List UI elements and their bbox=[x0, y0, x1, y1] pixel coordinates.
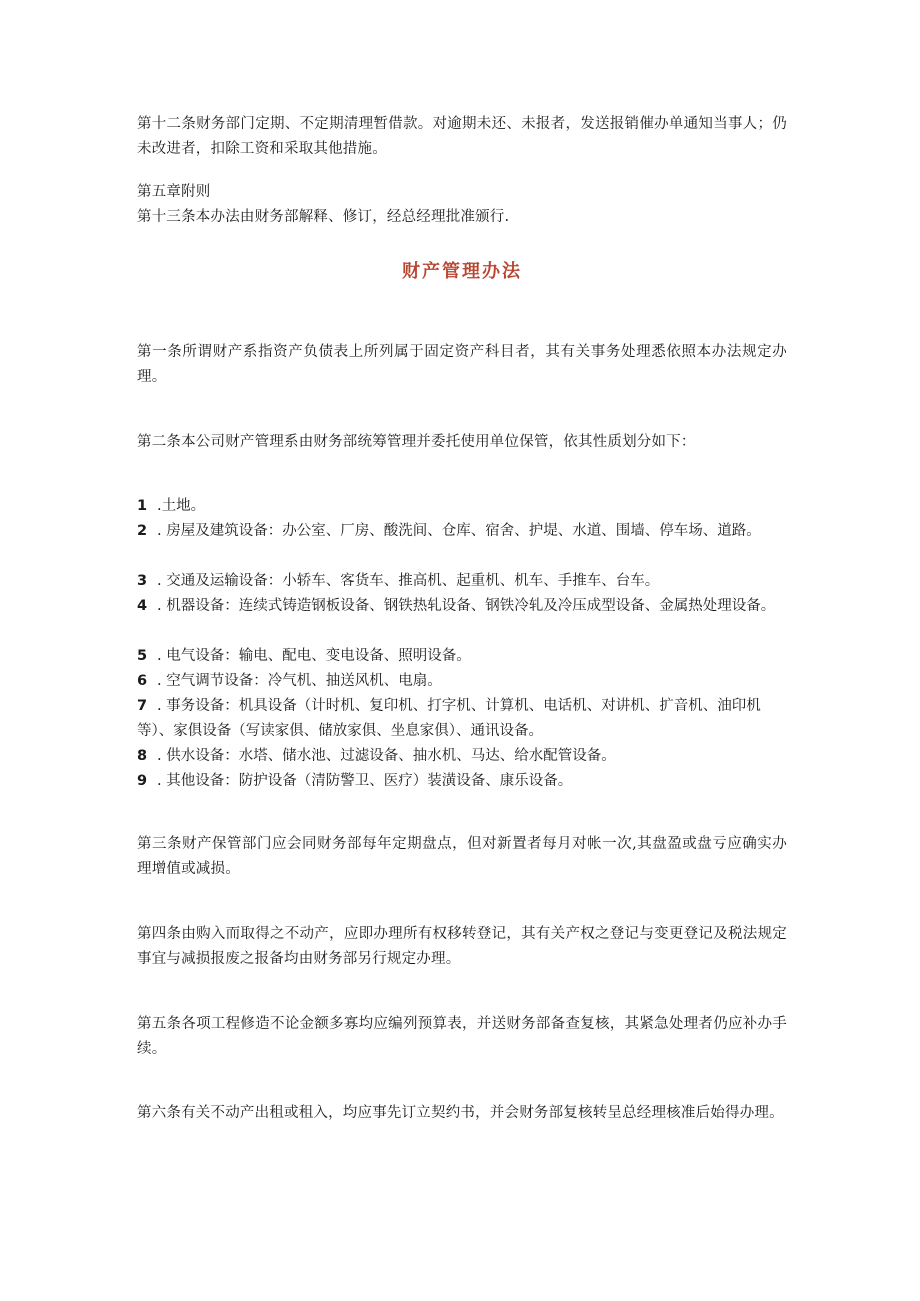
article-6: 第六条有关不动产出租或租入，均应事先订立契约书，并会财务部复核转呈总经理核准后始得办理。 bbox=[137, 1105, 784, 1121]
list-item bbox=[137, 669, 787, 694]
article-12: 第十二条财务部门定期、不定期清理暂借款。对逾期未还、未报者，发送报销催办单通知当事人；仍未改进者，扣除工资和采取其他措施。 bbox=[137, 116, 787, 157]
article-3: 第三条财产保管部门应会同财务部每年定期盘点，但对新置者每月对帐一次,其盘盈或盘亏应确实办理增值或减损。 bbox=[137, 836, 787, 877]
list-item bbox=[137, 494, 787, 519]
item-text: .土地。 bbox=[157, 498, 206, 514]
item-number: 4 bbox=[137, 598, 148, 614]
item-number: 8 bbox=[137, 748, 148, 764]
item-text: . 事务设备：机具设备（计时机、复印机、打字机、计算机、电话机、对讲机、扩音机、油印机等）、家俱设备（写读家俱、储放家俱、坐息家俱）、通讯设备。 bbox=[137, 698, 761, 739]
article-5: 第五条各项工程修造不论金额多寡均应编列预算表，并送财务部备查复核，其紧急处理者仍应补办手续。 bbox=[137, 1016, 787, 1057]
item-text: . 其他设备：防护设备（清防警卫、医疗）装潢设备、康乐设备。 bbox=[157, 773, 573, 789]
item-number: 7 bbox=[137, 698, 148, 714]
item-text: . 交通及运输设备：小轿车、客货车、推高机、起重机、机车、手推车、台车。 bbox=[157, 573, 660, 589]
list-item bbox=[137, 769, 787, 794]
document-title: 财产管理办法 bbox=[402, 261, 522, 282]
list-item bbox=[137, 744, 787, 769]
chapter-5-heading: 第五章附则 bbox=[137, 184, 211, 200]
item-number: 3 bbox=[137, 573, 148, 589]
item-number: 2 bbox=[137, 523, 148, 539]
list-item bbox=[137, 694, 787, 744]
list-item bbox=[137, 519, 787, 544]
list-item bbox=[137, 569, 787, 594]
item-text: . 空气调节设备：冷气机、抽送风机、电扇。 bbox=[157, 673, 442, 689]
article-2: 第二条本公司财产管理系由财务部统筹管理并委托使用单位保管，依其性质划分如下： bbox=[137, 434, 696, 450]
item-text: . 供水设备：水塔、储水池、过滤设备、抽水机、马达、给水配管设备。 bbox=[157, 748, 616, 764]
article-1: 第一条所谓财产系指资产负债表上所列属于固定资产科目者，其有关事务处理悉依照本办法规定办理。 bbox=[137, 344, 787, 385]
list-item bbox=[137, 594, 787, 619]
item-text: . 房屋及建筑设备：办公室、厂房、酸洗间、仓库、宿舍、护堤、水道、围墙、停车场、道路。 bbox=[157, 523, 761, 539]
item-text: . 机器设备：连续式铸造钢板设备、钢铁热轧设备、钢铁冷轧及冷压成型设备、金属热处理设备。 bbox=[157, 598, 776, 614]
article-13: 第十三条本办法由财务部解释、修订，经总经理批准颁行. bbox=[137, 209, 510, 225]
item-number: 9 bbox=[137, 773, 148, 789]
item-number: 1 bbox=[137, 498, 148, 514]
item-text: . 电气设备：输电、配电、变电设备、照明设备。 bbox=[157, 648, 471, 664]
list-item bbox=[137, 644, 787, 669]
article-4: 第四条由购入而取得之不动产，应即办理所有权移转登记，其有关产权之登记与变更登记及税法规定事宜与减损报废之报备均由财务部另行规定办理。 bbox=[137, 926, 787, 967]
item-number: 6 bbox=[137, 673, 148, 689]
item-number: 5 bbox=[137, 648, 148, 664]
